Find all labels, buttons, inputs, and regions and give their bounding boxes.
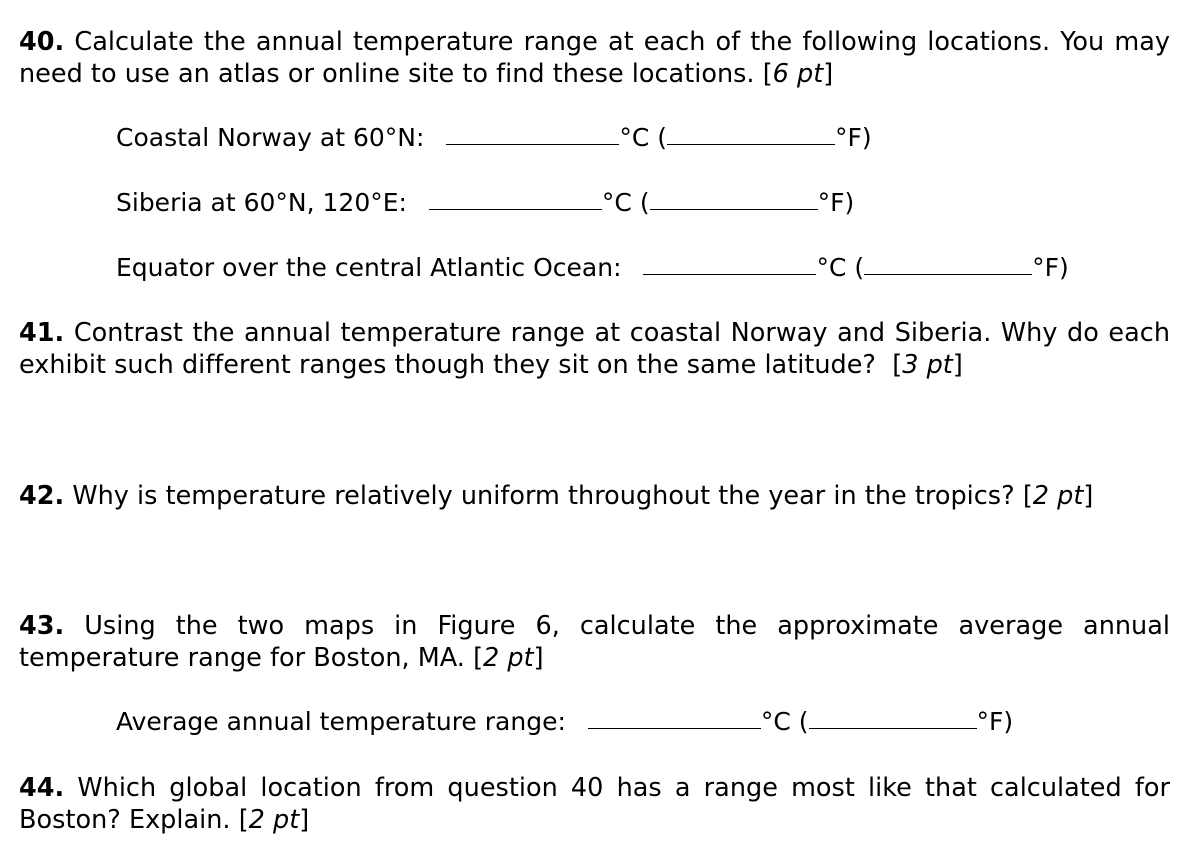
answer-row-siberia (116, 187, 854, 219)
fahrenheit-unit: °F) (835, 123, 872, 152)
question-text: Which global location from question 40 has a range most like that calculated for Boston? Explain. (19, 773, 1170, 835)
question-40 (19, 26, 1170, 90)
celsius-blank[interactable] (588, 706, 761, 729)
celsius-unit: °C ( (816, 253, 865, 282)
answer-row-coastal-norway (116, 122, 872, 154)
question-number: 44. (19, 773, 65, 803)
points: [2 pt] (1022, 481, 1094, 511)
points: [6 pt] (762, 59, 834, 89)
question-number: 41. (19, 318, 65, 348)
question-43 (19, 610, 1170, 674)
question-text: Why is temperature relatively uniform throughout the year in the tropics? (72, 481, 1015, 511)
question-number: 40. (19, 27, 65, 57)
question-text: Contrast the annual temperature range at coastal Norway and Siberia. Why do each exhibit such different ranges though they sit on the same latitude? (19, 318, 1170, 380)
question-number: 43. (19, 611, 65, 641)
celsius-unit: °C ( (601, 188, 650, 217)
answer-label: Coastal Norway at 60°N: (116, 123, 425, 152)
answer-row-boston (116, 706, 1013, 738)
fahrenheit-unit: °F) (976, 707, 1014, 736)
points: [2 pt] (473, 643, 544, 673)
answer-row-equator (116, 252, 1069, 284)
fahrenheit-unit: °F) (1032, 253, 1069, 282)
points: [2 pt] (238, 805, 310, 835)
celsius-blank[interactable] (446, 122, 619, 145)
celsius-unit: °C ( (619, 123, 668, 152)
fahrenheit-blank[interactable] (809, 706, 977, 729)
fahrenheit-blank[interactable] (864, 252, 1032, 275)
fahrenheit-blank[interactable] (667, 122, 835, 145)
question-44 (19, 772, 1170, 836)
answer-label: Average annual temperature range: (116, 707, 566, 736)
question-41 (19, 317, 1170, 381)
question-number: 42. (19, 481, 65, 511)
fahrenheit-unit: °F) (817, 188, 855, 217)
question-text: Using the two maps in Figure 6, calculate the approximate average annual temperature range for Boston, MA. (19, 611, 1170, 673)
answer-label: Equator over the central Atlantic Ocean: (116, 253, 622, 282)
points: [3 pt] (892, 350, 963, 380)
celsius-unit: °C ( (760, 707, 809, 736)
celsius-blank[interactable] (429, 187, 602, 210)
question-text: Calculate the annual temperature range at each of the following locations. You may need to use an atlas or online site to find these locations. (19, 27, 1170, 89)
celsius-blank[interactable] (643, 252, 816, 275)
fahrenheit-blank[interactable] (650, 187, 818, 210)
question-42 (19, 480, 1170, 512)
answer-label: Siberia at 60°N, 120°E: (116, 188, 407, 217)
